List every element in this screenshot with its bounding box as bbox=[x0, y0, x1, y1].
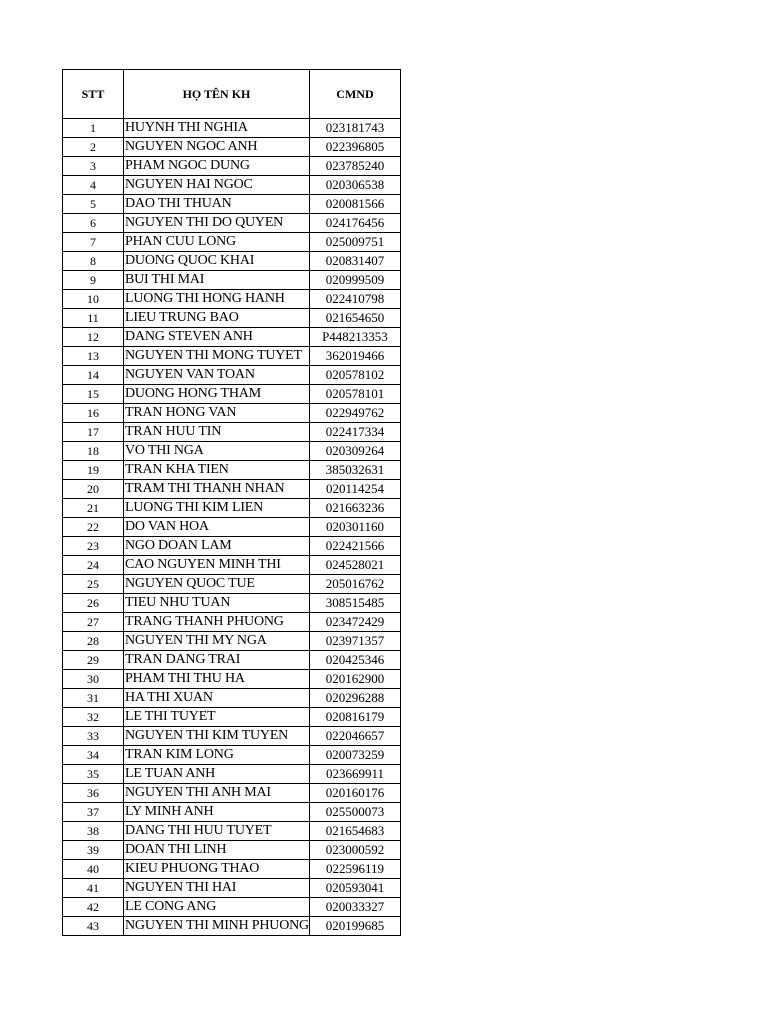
row-number-cell: 12 bbox=[63, 328, 124, 347]
id-number-cell: 020081566 bbox=[309, 195, 400, 214]
row-number-cell: 34 bbox=[63, 746, 124, 765]
table-row bbox=[63, 347, 401, 366]
customer-name-cell: DAO THI THUAN bbox=[124, 195, 310, 214]
row-number-cell: 42 bbox=[63, 898, 124, 917]
customer-name-cell: LIEU TRUNG BAO bbox=[124, 309, 310, 328]
customer-name-cell: LE THI TUYET bbox=[124, 708, 310, 727]
row-number-cell: 13 bbox=[63, 347, 124, 366]
row-number-cell: 10 bbox=[63, 290, 124, 309]
id-number-cell: 020033327 bbox=[309, 898, 400, 917]
id-number-cell: 020831407 bbox=[309, 252, 400, 271]
row-number-cell: 8 bbox=[63, 252, 124, 271]
row-number-cell: 25 bbox=[63, 575, 124, 594]
id-number-cell: 022949762 bbox=[309, 404, 400, 423]
id-number-cell: 025009751 bbox=[309, 233, 400, 252]
id-number-cell: 020073259 bbox=[309, 746, 400, 765]
customer-name-cell: HA THI XUAN bbox=[124, 689, 310, 708]
row-number-cell: 17 bbox=[63, 423, 124, 442]
id-number-cell: 021654650 bbox=[309, 309, 400, 328]
customer-name-cell: NGUYEN THI HAI bbox=[124, 879, 310, 898]
table-row bbox=[63, 480, 401, 499]
table-row bbox=[63, 765, 401, 784]
id-number-cell: 024176456 bbox=[309, 214, 400, 233]
customer-name-cell: LE TUAN ANH bbox=[124, 765, 310, 784]
customer-name-cell: CAO NGUYEN MINH THI bbox=[124, 556, 310, 575]
table-row bbox=[63, 119, 401, 138]
table-row bbox=[63, 233, 401, 252]
row-number-cell: 14 bbox=[63, 366, 124, 385]
table-row bbox=[63, 290, 401, 309]
row-number-cell: 5 bbox=[63, 195, 124, 214]
row-number-cell: 9 bbox=[63, 271, 124, 290]
table-row bbox=[63, 879, 401, 898]
row-number-cell: 41 bbox=[63, 879, 124, 898]
table-row bbox=[63, 670, 401, 689]
table-body bbox=[63, 119, 401, 936]
customer-name-cell: PHAM NGOC DUNG bbox=[124, 157, 310, 176]
id-number-cell: 023472429 bbox=[309, 613, 400, 632]
id-number-cell: 024528021 bbox=[309, 556, 400, 575]
id-number-cell: 020425346 bbox=[309, 651, 400, 670]
table-row bbox=[63, 499, 401, 518]
table-row bbox=[63, 195, 401, 214]
customer-name-cell: NGUYEN HAI NGOC bbox=[124, 176, 310, 195]
id-number-cell: 020306538 bbox=[309, 176, 400, 195]
table-row bbox=[63, 822, 401, 841]
customer-name-cell: KIEU PHUONG THAO bbox=[124, 860, 310, 879]
row-number-cell: 38 bbox=[63, 822, 124, 841]
id-number-cell: 020309264 bbox=[309, 442, 400, 461]
row-number-cell: 11 bbox=[63, 309, 124, 328]
row-number-cell: 29 bbox=[63, 651, 124, 670]
id-number-cell: 308515485 bbox=[309, 594, 400, 613]
customer-name-cell: NGUYEN THI MY NGA bbox=[124, 632, 310, 651]
table-row bbox=[63, 442, 401, 461]
table-row bbox=[63, 138, 401, 157]
customer-name-cell: NGUYEN NGOC ANH bbox=[124, 138, 310, 157]
row-number-cell: 23 bbox=[63, 537, 124, 556]
customer-name-cell: LE CONG ANG bbox=[124, 898, 310, 917]
table-row bbox=[63, 613, 401, 632]
id-number-cell: 020301160 bbox=[309, 518, 400, 537]
id-number-cell: 020578102 bbox=[309, 366, 400, 385]
table-row bbox=[63, 385, 401, 404]
id-number-cell: 021663236 bbox=[309, 499, 400, 518]
row-number-cell: 36 bbox=[63, 784, 124, 803]
customer-name-cell: NGUYEN THI ANH MAI bbox=[124, 784, 310, 803]
row-number-cell: 4 bbox=[63, 176, 124, 195]
customer-name-cell: TRAN HUU TIN bbox=[124, 423, 310, 442]
row-number-cell: 39 bbox=[63, 841, 124, 860]
id-number-cell: 020999509 bbox=[309, 271, 400, 290]
customer-name-cell: DUONG QUOC KHAI bbox=[124, 252, 310, 271]
table-row bbox=[63, 708, 401, 727]
customer-name-cell: TRANG THANH PHUONG bbox=[124, 613, 310, 632]
customer-name-cell: NGUYEN THI KIM TUYEN bbox=[124, 727, 310, 746]
customer-name-cell: TRAN KIM LONG bbox=[124, 746, 310, 765]
row-number-cell: 6 bbox=[63, 214, 124, 233]
customer-name-cell: NGUYEN VAN TOAN bbox=[124, 366, 310, 385]
customer-name-cell: DANG STEVEN ANH bbox=[124, 328, 310, 347]
row-number-cell: 35 bbox=[63, 765, 124, 784]
id-number-cell: 020162900 bbox=[309, 670, 400, 689]
id-number-cell: 025500073 bbox=[309, 803, 400, 822]
table-row bbox=[63, 689, 401, 708]
customer-name-cell: BUI THI MAI bbox=[124, 271, 310, 290]
id-number-cell: 023669911 bbox=[309, 765, 400, 784]
row-number-cell: 2 bbox=[63, 138, 124, 157]
column-header-stt: STT bbox=[63, 70, 124, 119]
table-row bbox=[63, 366, 401, 385]
row-number-cell: 37 bbox=[63, 803, 124, 822]
table-row bbox=[63, 727, 401, 746]
row-number-cell: 26 bbox=[63, 594, 124, 613]
table-row bbox=[63, 632, 401, 651]
customer-name-cell: NGUYEN THI MINH PHUONG bbox=[124, 917, 310, 936]
table-row bbox=[63, 461, 401, 480]
customer-name-cell: TIEU NHU TUAN bbox=[124, 594, 310, 613]
customer-name-cell: DUONG HONG THAM bbox=[124, 385, 310, 404]
customer-name-cell: TRAN DANG TRAI bbox=[124, 651, 310, 670]
table-row bbox=[63, 556, 401, 575]
table-row bbox=[63, 537, 401, 556]
customer-name-cell: DOAN THI LINH bbox=[124, 841, 310, 860]
row-number-cell: 30 bbox=[63, 670, 124, 689]
customer-name-cell: VO THI NGA bbox=[124, 442, 310, 461]
row-number-cell: 7 bbox=[63, 233, 124, 252]
row-number-cell: 33 bbox=[63, 727, 124, 746]
id-number-cell: 362019466 bbox=[309, 347, 400, 366]
table-row bbox=[63, 803, 401, 822]
id-number-cell: 022396805 bbox=[309, 138, 400, 157]
row-number-cell: 3 bbox=[63, 157, 124, 176]
id-number-cell: 385032631 bbox=[309, 461, 400, 480]
customer-name-cell: HUYNH THI NGHIA bbox=[124, 119, 310, 138]
id-number-cell: 020593041 bbox=[309, 879, 400, 898]
row-number-cell: 21 bbox=[63, 499, 124, 518]
row-number-cell: 40 bbox=[63, 860, 124, 879]
table-row bbox=[63, 309, 401, 328]
table-row bbox=[63, 271, 401, 290]
table-row bbox=[63, 898, 401, 917]
table-row bbox=[63, 423, 401, 442]
customer-name-cell: PHAN CUU LONG bbox=[124, 233, 310, 252]
customer-name-cell: NGUYEN THI MONG TUYET bbox=[124, 347, 310, 366]
id-number-cell: 023000592 bbox=[309, 841, 400, 860]
id-number-cell: 022046657 bbox=[309, 727, 400, 746]
customer-name-cell: TRAM THI THANH NHAN bbox=[124, 480, 310, 499]
id-number-cell: 022410798 bbox=[309, 290, 400, 309]
table-row bbox=[63, 252, 401, 271]
row-number-cell: 28 bbox=[63, 632, 124, 651]
row-number-cell: 19 bbox=[63, 461, 124, 480]
row-number-cell: 27 bbox=[63, 613, 124, 632]
table-row bbox=[63, 176, 401, 195]
customer-name-cell: NGUYEN THI DO QUYEN bbox=[124, 214, 310, 233]
id-number-cell: 021654683 bbox=[309, 822, 400, 841]
row-number-cell: 16 bbox=[63, 404, 124, 423]
id-number-cell: 020578101 bbox=[309, 385, 400, 404]
header-row bbox=[63, 70, 401, 119]
table-row bbox=[63, 404, 401, 423]
row-number-cell: 15 bbox=[63, 385, 124, 404]
customer-name-cell: LUONG THI KIM LIEN bbox=[124, 499, 310, 518]
customer-name-cell: TRAN HONG VAN bbox=[124, 404, 310, 423]
row-number-cell: 1 bbox=[63, 119, 124, 138]
table-row bbox=[63, 651, 401, 670]
table-row bbox=[63, 328, 401, 347]
table-row bbox=[63, 518, 401, 537]
id-number-cell: 020296288 bbox=[309, 689, 400, 708]
column-header-id: CMND bbox=[309, 70, 400, 119]
row-number-cell: 18 bbox=[63, 442, 124, 461]
id-number-cell: 023785240 bbox=[309, 157, 400, 176]
id-number-cell: 020160176 bbox=[309, 784, 400, 803]
table-row bbox=[63, 214, 401, 233]
table-row bbox=[63, 746, 401, 765]
id-number-cell: 020199685 bbox=[309, 917, 400, 936]
id-number-cell: 022417334 bbox=[309, 423, 400, 442]
customer-name-cell: LY MINH ANH bbox=[124, 803, 310, 822]
customer-name-cell: LUONG THI HONG HANH bbox=[124, 290, 310, 309]
table-row bbox=[63, 157, 401, 176]
customer-name-cell: DANG THI HUU TUYET bbox=[124, 822, 310, 841]
column-header-name: HỌ TÊN KH bbox=[124, 70, 310, 119]
table-row bbox=[63, 917, 401, 936]
table-row bbox=[63, 575, 401, 594]
id-number-cell: 205016762 bbox=[309, 575, 400, 594]
row-number-cell: 32 bbox=[63, 708, 124, 727]
row-number-cell: 20 bbox=[63, 480, 124, 499]
id-number-cell: P448213353 bbox=[309, 328, 400, 347]
customer-name-cell: PHAM THI THU HA bbox=[124, 670, 310, 689]
customer-name-cell: NGUYEN QUOC TUE bbox=[124, 575, 310, 594]
customer-name-cell: DO VAN HOA bbox=[124, 518, 310, 537]
table-row bbox=[63, 841, 401, 860]
table-row bbox=[63, 860, 401, 879]
customer-name-cell: NGO DOAN LAM bbox=[124, 537, 310, 556]
customer-name-cell: TRAN KHA TIEN bbox=[124, 461, 310, 480]
id-number-cell: 023181743 bbox=[309, 119, 400, 138]
table-row bbox=[63, 784, 401, 803]
id-number-cell: 023971357 bbox=[309, 632, 400, 651]
id-number-cell: 020114254 bbox=[309, 480, 400, 499]
row-number-cell: 24 bbox=[63, 556, 124, 575]
table-row bbox=[63, 594, 401, 613]
row-number-cell: 22 bbox=[63, 518, 124, 537]
row-number-cell: 31 bbox=[63, 689, 124, 708]
id-number-cell: 022596119 bbox=[309, 860, 400, 879]
customer-table bbox=[62, 69, 401, 936]
row-number-cell: 43 bbox=[63, 917, 124, 936]
id-number-cell: 022421566 bbox=[309, 537, 400, 556]
id-number-cell: 020816179 bbox=[309, 708, 400, 727]
